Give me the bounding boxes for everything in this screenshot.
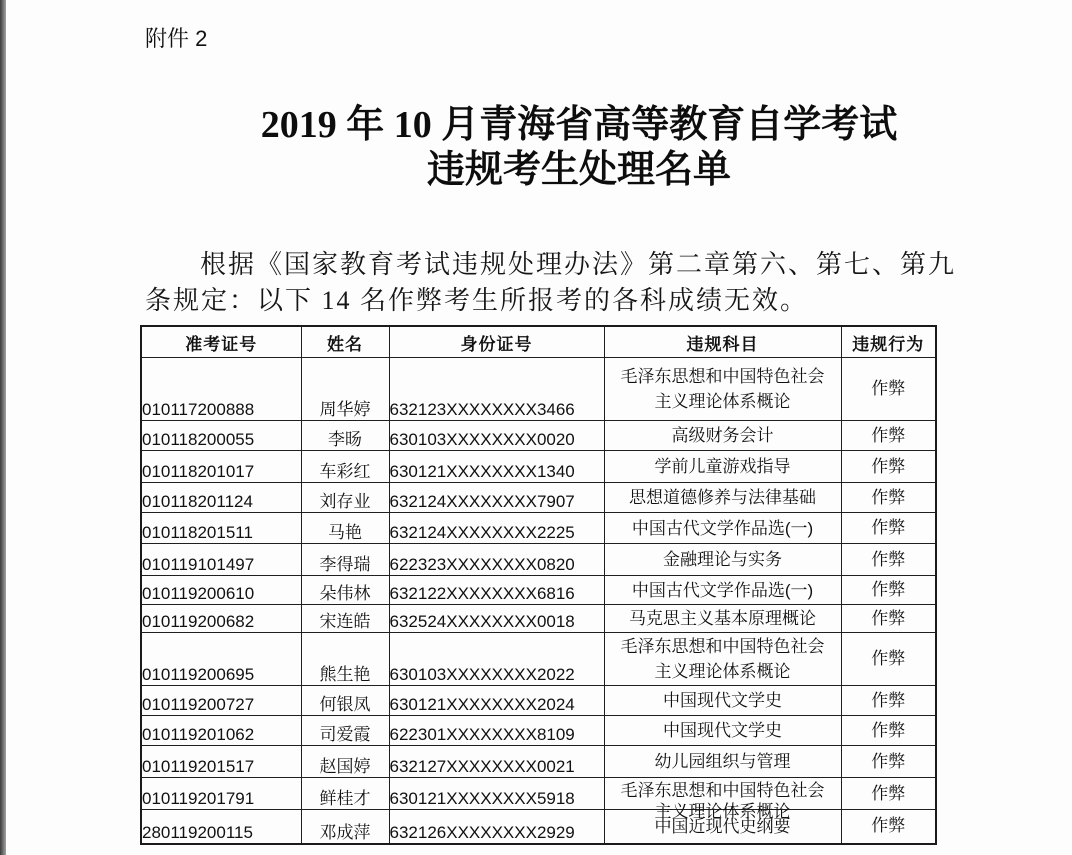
subject-line: 中国现代文学史 xyxy=(663,691,782,710)
header-id-number: 身份证号 xyxy=(389,326,604,358)
document-title-line-2: 违规考生处理名单 xyxy=(426,149,731,191)
subject-text xyxy=(605,634,841,685)
subject-text xyxy=(605,747,841,777)
cell-violation: 作弊 xyxy=(841,746,936,778)
cell-exam-number: 010117200888 xyxy=(141,358,301,421)
subject-line: 毛泽东思想和中国特色社会 xyxy=(620,637,825,656)
cell-exam-number: 010119201062 xyxy=(141,716,301,746)
intro-paragraph-line-1: 根据《国家教育考试违规处理办法》第二章第六、第七、第九 xyxy=(200,250,957,279)
cell-violation: 作弊 xyxy=(841,716,936,746)
cell-name: 李得瑞 xyxy=(301,544,389,576)
cell-subject xyxy=(604,421,841,451)
subject-line: 学前儿童游戏指导 xyxy=(654,457,791,476)
subject-text xyxy=(605,810,841,842)
cell-violation: 作弊 xyxy=(841,778,936,810)
table-row xyxy=(141,605,936,633)
table-body xyxy=(141,358,936,844)
subject-line: 主义理论体系概论 xyxy=(654,392,791,411)
subject-text xyxy=(605,514,841,543)
cell-exam-number: 010119200610 xyxy=(141,576,301,605)
header-violation: 违规行为 xyxy=(841,326,936,358)
cell-name: 赵国婷 xyxy=(301,746,389,778)
cell-subject xyxy=(604,513,841,544)
cell-exam-number: 280119200115 xyxy=(141,810,301,844)
subject-text xyxy=(605,687,841,715)
subject-text xyxy=(605,778,841,821)
header-subject: 违规科目 xyxy=(604,326,841,358)
cell-id-number: 622301XXXXXXXX8109 xyxy=(389,716,604,746)
subject-text xyxy=(605,484,841,512)
subject-line: 中国古代文学作品选(一) xyxy=(631,580,814,600)
cell-violation: 作弊 xyxy=(841,421,936,451)
cell-name: 周华婷 xyxy=(301,358,389,421)
cell-subject xyxy=(604,576,841,605)
table-row xyxy=(141,778,936,810)
subject-text xyxy=(605,717,841,745)
cell-subject xyxy=(604,810,841,844)
cell-violation: 作弊 xyxy=(841,686,936,716)
subject-line: 毛泽东思想和中国特色社会 xyxy=(620,781,825,800)
cell-subject xyxy=(604,483,841,513)
subject-line: 高级财务会计 xyxy=(671,426,774,445)
cell-id-number: 632122XXXXXXXX6816 xyxy=(389,576,604,605)
cell-exam-number: 010118200055 xyxy=(141,421,301,451)
cell-violation: 作弊 xyxy=(841,483,936,513)
cell-id-number: 630121XXXXXXXX2024 xyxy=(389,686,604,716)
subject-text xyxy=(605,606,841,632)
table-row xyxy=(141,633,936,686)
cell-violation: 作弊 xyxy=(841,544,936,576)
cell-exam-number: 010119201517 xyxy=(141,746,301,778)
cell-name: 熊生艳 xyxy=(301,633,389,686)
cell-violation: 作弊 xyxy=(841,605,936,633)
subject-text xyxy=(605,359,841,420)
cell-violation: 作弊 xyxy=(841,451,936,483)
cell-name: 司爱霞 xyxy=(301,716,389,746)
cell-subject xyxy=(604,633,841,686)
cell-subject xyxy=(604,544,841,576)
subject-text xyxy=(605,422,841,450)
subject-line: 马克思主义基本原理概论 xyxy=(629,609,816,628)
table-row xyxy=(141,746,936,778)
table-row xyxy=(141,483,936,513)
cell-id-number: 632524XXXXXXXX0018 xyxy=(389,605,604,633)
table-row xyxy=(141,513,936,544)
table-row xyxy=(141,716,936,746)
cell-violation: 作弊 xyxy=(841,576,936,605)
cell-name: 邓成萍 xyxy=(301,810,389,844)
cell-name: 宋连皓 xyxy=(301,605,389,633)
cell-subject xyxy=(604,451,841,483)
document-title-line-1: 2019 年 10 月青海省高等教育自学考试 xyxy=(260,104,898,146)
cell-subject xyxy=(604,686,841,716)
cell-exam-number: 010118201124 xyxy=(141,483,301,513)
cell-name: 车彩红 xyxy=(301,451,389,483)
cell-subject xyxy=(604,716,841,746)
cell-violation: 作弊 xyxy=(841,633,936,686)
cell-id-number: 632124XXXXXXXX7907 xyxy=(389,483,604,513)
cell-subject xyxy=(604,746,841,778)
header-name: 姓名 xyxy=(301,326,389,358)
cell-id-number: 630103XXXXXXXX0020 xyxy=(389,421,604,451)
cell-id-number: 632124XXXXXXXX2225 xyxy=(389,513,604,544)
header-exam-number: 准考证号 xyxy=(141,326,301,358)
cell-id-number: 630121XXXXXXXX5918 xyxy=(389,778,604,810)
scan-page-edge xyxy=(0,0,6,855)
cell-exam-number: 010119201791 xyxy=(141,778,301,810)
cell-exam-number: 010118201017 xyxy=(141,451,301,483)
subject-line: 中国现代文学史 xyxy=(663,721,782,740)
cell-exam-number: 010119200695 xyxy=(141,633,301,686)
cell-subject xyxy=(604,778,841,821)
table-row xyxy=(141,544,936,576)
table-row xyxy=(141,358,936,421)
table-row xyxy=(141,451,936,483)
subject-text xyxy=(605,452,841,482)
table-row xyxy=(141,576,936,605)
cell-id-number: 632123XXXXXXXX3466 xyxy=(389,358,604,421)
cell-id-number: 632126XXXXXXXX2929 xyxy=(389,810,604,844)
subject-line: 思想道德修养与法律基础 xyxy=(629,488,816,507)
cell-violation: 作弊 xyxy=(841,810,936,844)
table-row xyxy=(141,810,936,844)
subject-text xyxy=(605,545,841,575)
table-header-row xyxy=(141,326,936,358)
table-row xyxy=(141,686,936,716)
cell-id-number: 632127XXXXXXXX0021 xyxy=(389,746,604,778)
subject-line: 中国近现代史纲要 xyxy=(654,816,791,836)
violator-table xyxy=(140,325,937,845)
subject-line: 中国古代文学作品选(一) xyxy=(631,518,814,538)
subject-line: 幼儿园组织与管理 xyxy=(654,752,791,771)
cell-name: 李旸 xyxy=(301,421,389,451)
cell-exam-number: 010119101497 xyxy=(141,544,301,576)
subject-line: 金融理论与实务 xyxy=(663,550,782,569)
cell-name: 朵伟林 xyxy=(301,576,389,605)
cell-id-number: 622323XXXXXXXX0820 xyxy=(389,544,604,576)
cell-exam-number: 010118201511 xyxy=(141,513,301,544)
subject-line: 毛泽东思想和中国特色社会 xyxy=(620,367,825,386)
subject-text xyxy=(605,577,841,604)
cell-id-number: 630103XXXXXXXX2022 xyxy=(389,633,604,686)
cell-name: 刘存业 xyxy=(301,483,389,513)
cell-name: 何银凤 xyxy=(301,686,389,716)
cell-subject xyxy=(604,605,841,633)
cell-name: 马艳 xyxy=(301,513,389,544)
cell-id-number: 630121XXXXXXXX1340 xyxy=(389,451,604,483)
cell-exam-number: 010119200682 xyxy=(141,605,301,633)
cell-violation: 作弊 xyxy=(841,358,936,421)
attachment-label: 附件 2 xyxy=(145,26,208,51)
cell-exam-number: 010119200727 xyxy=(141,686,301,716)
table-row xyxy=(141,421,936,451)
subject-line: 主义理论体系概论 xyxy=(654,802,791,821)
cell-name: 鲜桂才 xyxy=(301,778,389,810)
intro-paragraph-line-2: 条规定：以下 14 名作弊考生所报考的各科成绩无效。 xyxy=(145,286,809,315)
cell-subject xyxy=(604,358,841,421)
cell-violation: 作弊 xyxy=(841,513,936,544)
subject-line: 主义理论体系概论 xyxy=(654,662,791,681)
